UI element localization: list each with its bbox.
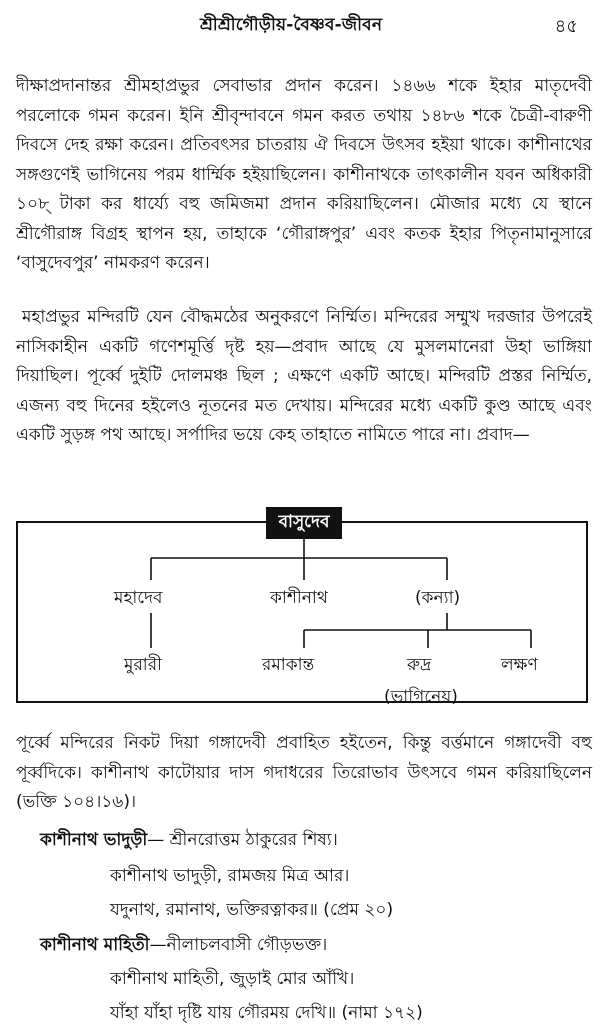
tree-node-kanya: (কন্যা) xyxy=(415,588,461,608)
paragraph-1: দীক্ষাপ্রদানান্তর শ্রীমহাপ্রভুর সেবাভার প্রদান করেন। ১৪৬৬ শকে ইহার মাতৃদেবী পরলোকে গমন করেন। ইনি শ্রীবৃন্দাবনে গমন করত তথায় ১৪৮৬ শকে চৈত্রী-বারুণী দিবসে দেহ রক্ষা করেন। প্রতিবৎসর চাতরায় ঐ দিবসে উৎসব হইয়া থাকে। কাশীনাথের সঙ্গগুণেই ভাগিনেয় পরম ধার্ম্মিক হইয়াছিলেন। কাশীনাথকে তাৎকালীন যবন অধিকারী ১০৮্‌ টাকা কর ধার্য্যে বহু জমিজমা প্রদান করিয়াছিলেন। মৌজার মধ্যে যে স্থানে শ্রীগৌরাঙ্গ বিগ্রহ স্থাপন হয়, তাহাকে ‘গৌরাঙ্গপুর’ এবং কতক ইহার পিতৃনামানুসারে ‘বাসুদেবপুর’ নামকরণ করেন। xyxy=(16,76,592,273)
verse-line: যাঁহা যাঁহা দৃষ্টি যায় গৌরময় দেখি॥ (নামা ১৭২) xyxy=(110,1003,423,1023)
entry-name: কাশীনাথ মাহিতী xyxy=(40,935,150,955)
tree-note-bhagineya: (ভাগিনেয়) xyxy=(384,687,458,707)
page-number: ৪৫ xyxy=(554,16,578,37)
tree-node-kashinath: কাশীনাথ xyxy=(270,588,328,608)
tree-node-ramakanta: রমাকান্ত xyxy=(262,655,315,675)
entry-title-kashinath-mahiti xyxy=(40,932,327,960)
entry-name: কাশীনাথ ভাদুড়ী xyxy=(40,830,148,850)
tree-node-mahadev: মহাদেব xyxy=(114,588,163,608)
tree-root-vasudev: বাসুদেব xyxy=(266,507,342,539)
verse-line: যদুনাথ, রমানাথ, ভক্তিরত্নাকর॥ (প্রেম ২০) xyxy=(110,900,394,920)
paragraph-2: মহাপ্রভুর মন্দিরটি যেন বৌদ্ধমঠের অনুকরণে নির্ম্মিত। মন্দিরের সম্মুখ দরজার উপরেই নাসিকাহীন একটি গণেশমূর্ত্তি দৃষ্ট হয়—প্রবাদ আছে যে মুসলমানেরা উহা ভাঙ্গিয়া দিয়াছিল। পূর্ব্বে দুইটি দোলমঞ্চ ছিল ; এক্ষণে একটি আছে। মন্দিরটি প্রস্তর নির্ম্মিত, এজন্য বহু দিনের হইলেও নূতনের মত দেখায়। মন্দিরের মধ্যে একটি কুণ্ড আছে এবং একটি সুড়ঙ্গ পথ আছে। সর্পাদির ভয়ে কেহ তাহাতে নামিতে পারে না। প্রবাদ— xyxy=(16,307,592,445)
entry-description: —নীলাচলবাসী গৌড়ভক্ত। xyxy=(149,935,328,955)
entry-title-kashinath-bhaduri xyxy=(40,827,338,855)
verse-line: কাশীনাথ মাহিতী, জুড়াই মোর আঁখি। xyxy=(110,969,355,989)
tree-node-murari: মুরারী xyxy=(124,655,162,675)
tree-node-rudra: রুদ্র xyxy=(407,655,432,675)
paragraph-3: পূর্ব্বে মন্দিরের নিকট দিয়া গঙ্গাদেবী প্রবাহিত হইতেন, কিন্তু বর্ত্তমানে গঙ্গাদেবী বহু পূর্ব্বদিকে। কাশীনাথ কাটোয়ার দাস গদাধরের তিরোভাব উৎসবে গমন করিয়াছিলেন (ভক্তি ১০৪।১৬)। xyxy=(16,733,592,812)
verse-line: কাশীনাথ ভাদুড়ী, রামজয় মিত্র আর। xyxy=(110,866,350,886)
tree-node-lakshan: লক্ষণ xyxy=(501,655,538,675)
entry-description: — শ্রীনরোত্তম ঠাকুরের শিষ্য। xyxy=(147,830,338,850)
running-title: শ্রীশ্রীগৌড়ীয়-বৈষ্ণব-জীবন xyxy=(200,15,383,35)
